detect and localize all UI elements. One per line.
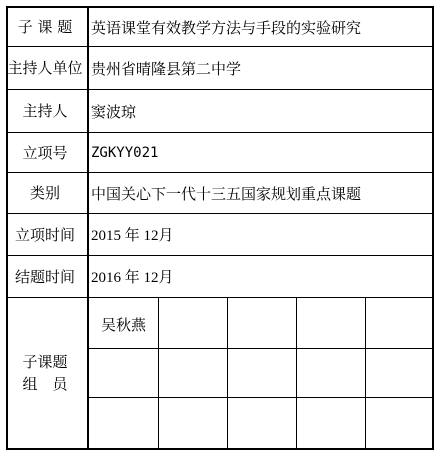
host-label: 主持人	[22, 102, 68, 120]
members-label	[6, 298, 84, 448]
member-grid-hline	[89, 397, 434, 398]
member-grid-vline	[365, 297, 366, 450]
member-grid-vline	[227, 297, 228, 450]
member-grid-vline	[158, 297, 159, 450]
end-time-label: 结题时间	[14, 267, 75, 286]
table-border-right	[432, 6, 434, 450]
subtopic-label: 子 课 题	[17, 18, 73, 36]
members-label-line2: 组 员	[22, 375, 68, 393]
category-value: 中国关心下一代十三五国家规划重点课题	[91, 184, 362, 203]
project-no-label: 立项号	[22, 143, 68, 162]
project-no-value: ZGKYY021	[91, 144, 159, 161]
members-label-line1: 子课题	[22, 353, 68, 371]
end-time-value: 2016 年 12月	[91, 270, 174, 286]
member-cell: 吴秋燕	[100, 316, 146, 334]
start-time-value: 2015 年 12月	[91, 228, 174, 244]
member-grid-hline	[89, 348, 434, 349]
table-border-bottom	[6, 448, 434, 450]
host-unit-value: 贵州省晴隆县第二中学	[91, 59, 242, 78]
host-unit-label: 主持人单位	[7, 59, 83, 77]
label-column-divider	[87, 6, 89, 450]
category-label: 类别	[29, 184, 60, 202]
host-value: 窦波琼	[91, 102, 137, 121]
member-grid-vline	[296, 297, 297, 450]
start-time-label: 立项时间	[14, 225, 75, 244]
subtopic-value: 英语课堂有效教学方法与手段的实验研究	[91, 18, 362, 37]
